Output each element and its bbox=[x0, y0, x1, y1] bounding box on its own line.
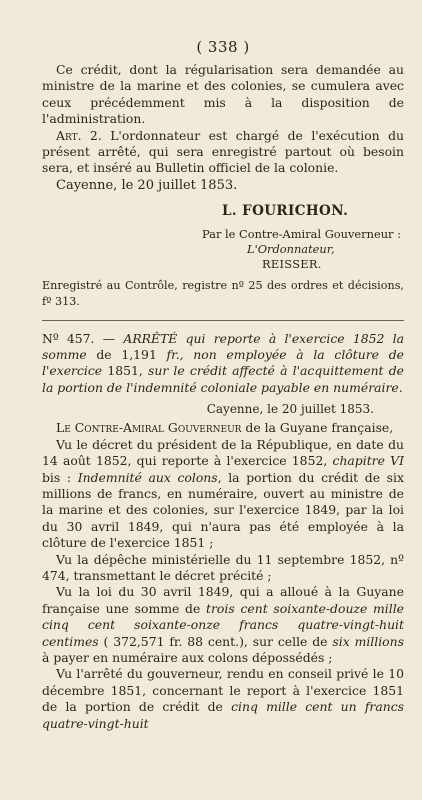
lead-title: Le Contre-Amiral Gouverneur bbox=[56, 420, 242, 436]
vu4-text: Vu l'arrêté du gouverneur, rendu en conseil privé le 10 décembre 1851, concernant le report à l'exercice 1851 de la portion de crédit de bbox=[42, 666, 404, 715]
vu1-indemnite: Indemnité aux colons bbox=[77, 469, 218, 485]
vu1-text: Vu le décret du président de la République, en date du 14 août 1852, qui reporte à l'exercice 1852, bbox=[42, 436, 404, 469]
article-2-text: L'ordonnateur est chargé de l'exécution du présent arrêté, qui sera enregistré partout où besoin sera, et inséré au Bulletin officiel de la colonie. bbox=[42, 127, 404, 176]
vu-paragraph-2: Vu la dépêche ministérielle du 11 septembre 1852, nº 474, transmettant le décret précité ; bbox=[42, 551, 404, 583]
vu3-amount-words: trois cent soixante-douze mille cinq cent soixante-onze francs quatre-vingt-huit centimes bbox=[42, 600, 404, 649]
decree-title-part: 1851, bbox=[107, 363, 143, 379]
decree-date: Cayenne, le 20 juillet 1853. bbox=[206, 402, 374, 417]
signature-fourichon: L. FOURICHON. bbox=[222, 202, 349, 219]
decree-lead bbox=[42, 420, 404, 436]
vu3-text: à payer en numéraire aux colons dépossédés ; bbox=[42, 649, 333, 665]
par-le-gouverneur: Par le Contre-Amiral Gouverneur : bbox=[202, 226, 401, 241]
vu-paragraph-4 bbox=[42, 666, 404, 732]
decree-title-part: sur le crédit affecté à l'acquittement de la portion de l'indemnité coloniale payable en numéraire. bbox=[42, 363, 404, 395]
vu3-text: ( 372,571 fr. 88 cent.), sur celle de bbox=[103, 633, 328, 649]
signature-reisser: REISSER. bbox=[262, 256, 322, 271]
decree-title bbox=[42, 331, 404, 397]
registration-note: Enregistré au Contrôle, registre nº 25 des ordres et décisions, fº 313. bbox=[42, 278, 404, 309]
vu3-text: Vu la loi du 30 avril 1849, qui a alloué à la Guyane française une somme de bbox=[42, 584, 404, 616]
decree-title-part: la somme bbox=[42, 330, 404, 363]
vu1-chapter: chapitre VI bbox=[332, 453, 404, 469]
vu-paragraph-1 bbox=[42, 437, 404, 552]
lead-rest: de la Guyane française, bbox=[245, 420, 394, 436]
article-2-paragraph bbox=[42, 128, 404, 177]
intro-date: Cayenne, le 20 juillet 1853. bbox=[56, 177, 238, 193]
vu4-amount-words: cinq mille cent un francs quatre-vingt-huit bbox=[42, 699, 404, 731]
decree-title-part: fr., non employée à la clôture de l'exercice bbox=[42, 347, 404, 379]
vu3-six-millions: six millions bbox=[332, 633, 404, 649]
section-divider bbox=[42, 320, 404, 321]
vu1-text: , la portion du crédit de six millions de francs, en numéraire, ouvert au ministre de la marine et des colonies, sur l'exercice 1849, par la loi du 30 avril 1849, qui n'aura pas été employée à la clôture de l'exercice 1851 ; bbox=[42, 469, 404, 551]
decree-title-part: ARRÊTÉ qui reporte à l'exercice 1852 bbox=[123, 330, 385, 346]
vu-paragraph-3 bbox=[42, 584, 404, 666]
decree-title-part: de 1,191 bbox=[96, 347, 157, 363]
vu1-text: bis : bbox=[42, 469, 72, 485]
page-number: ( 338 ) bbox=[196, 38, 250, 56]
intro-paragraph: Ce crédit, dont la régularisation sera demandée au ministre de la marine et des colonies, se cumulera avec ceux précédemment mis à la disposition de l'administration. bbox=[42, 62, 404, 127]
decree-number: Nº 457. — bbox=[42, 330, 116, 346]
article-2-label: Art. 2. bbox=[56, 127, 102, 143]
ordonnateur-label: L'Ordonnateur, bbox=[247, 241, 335, 256]
